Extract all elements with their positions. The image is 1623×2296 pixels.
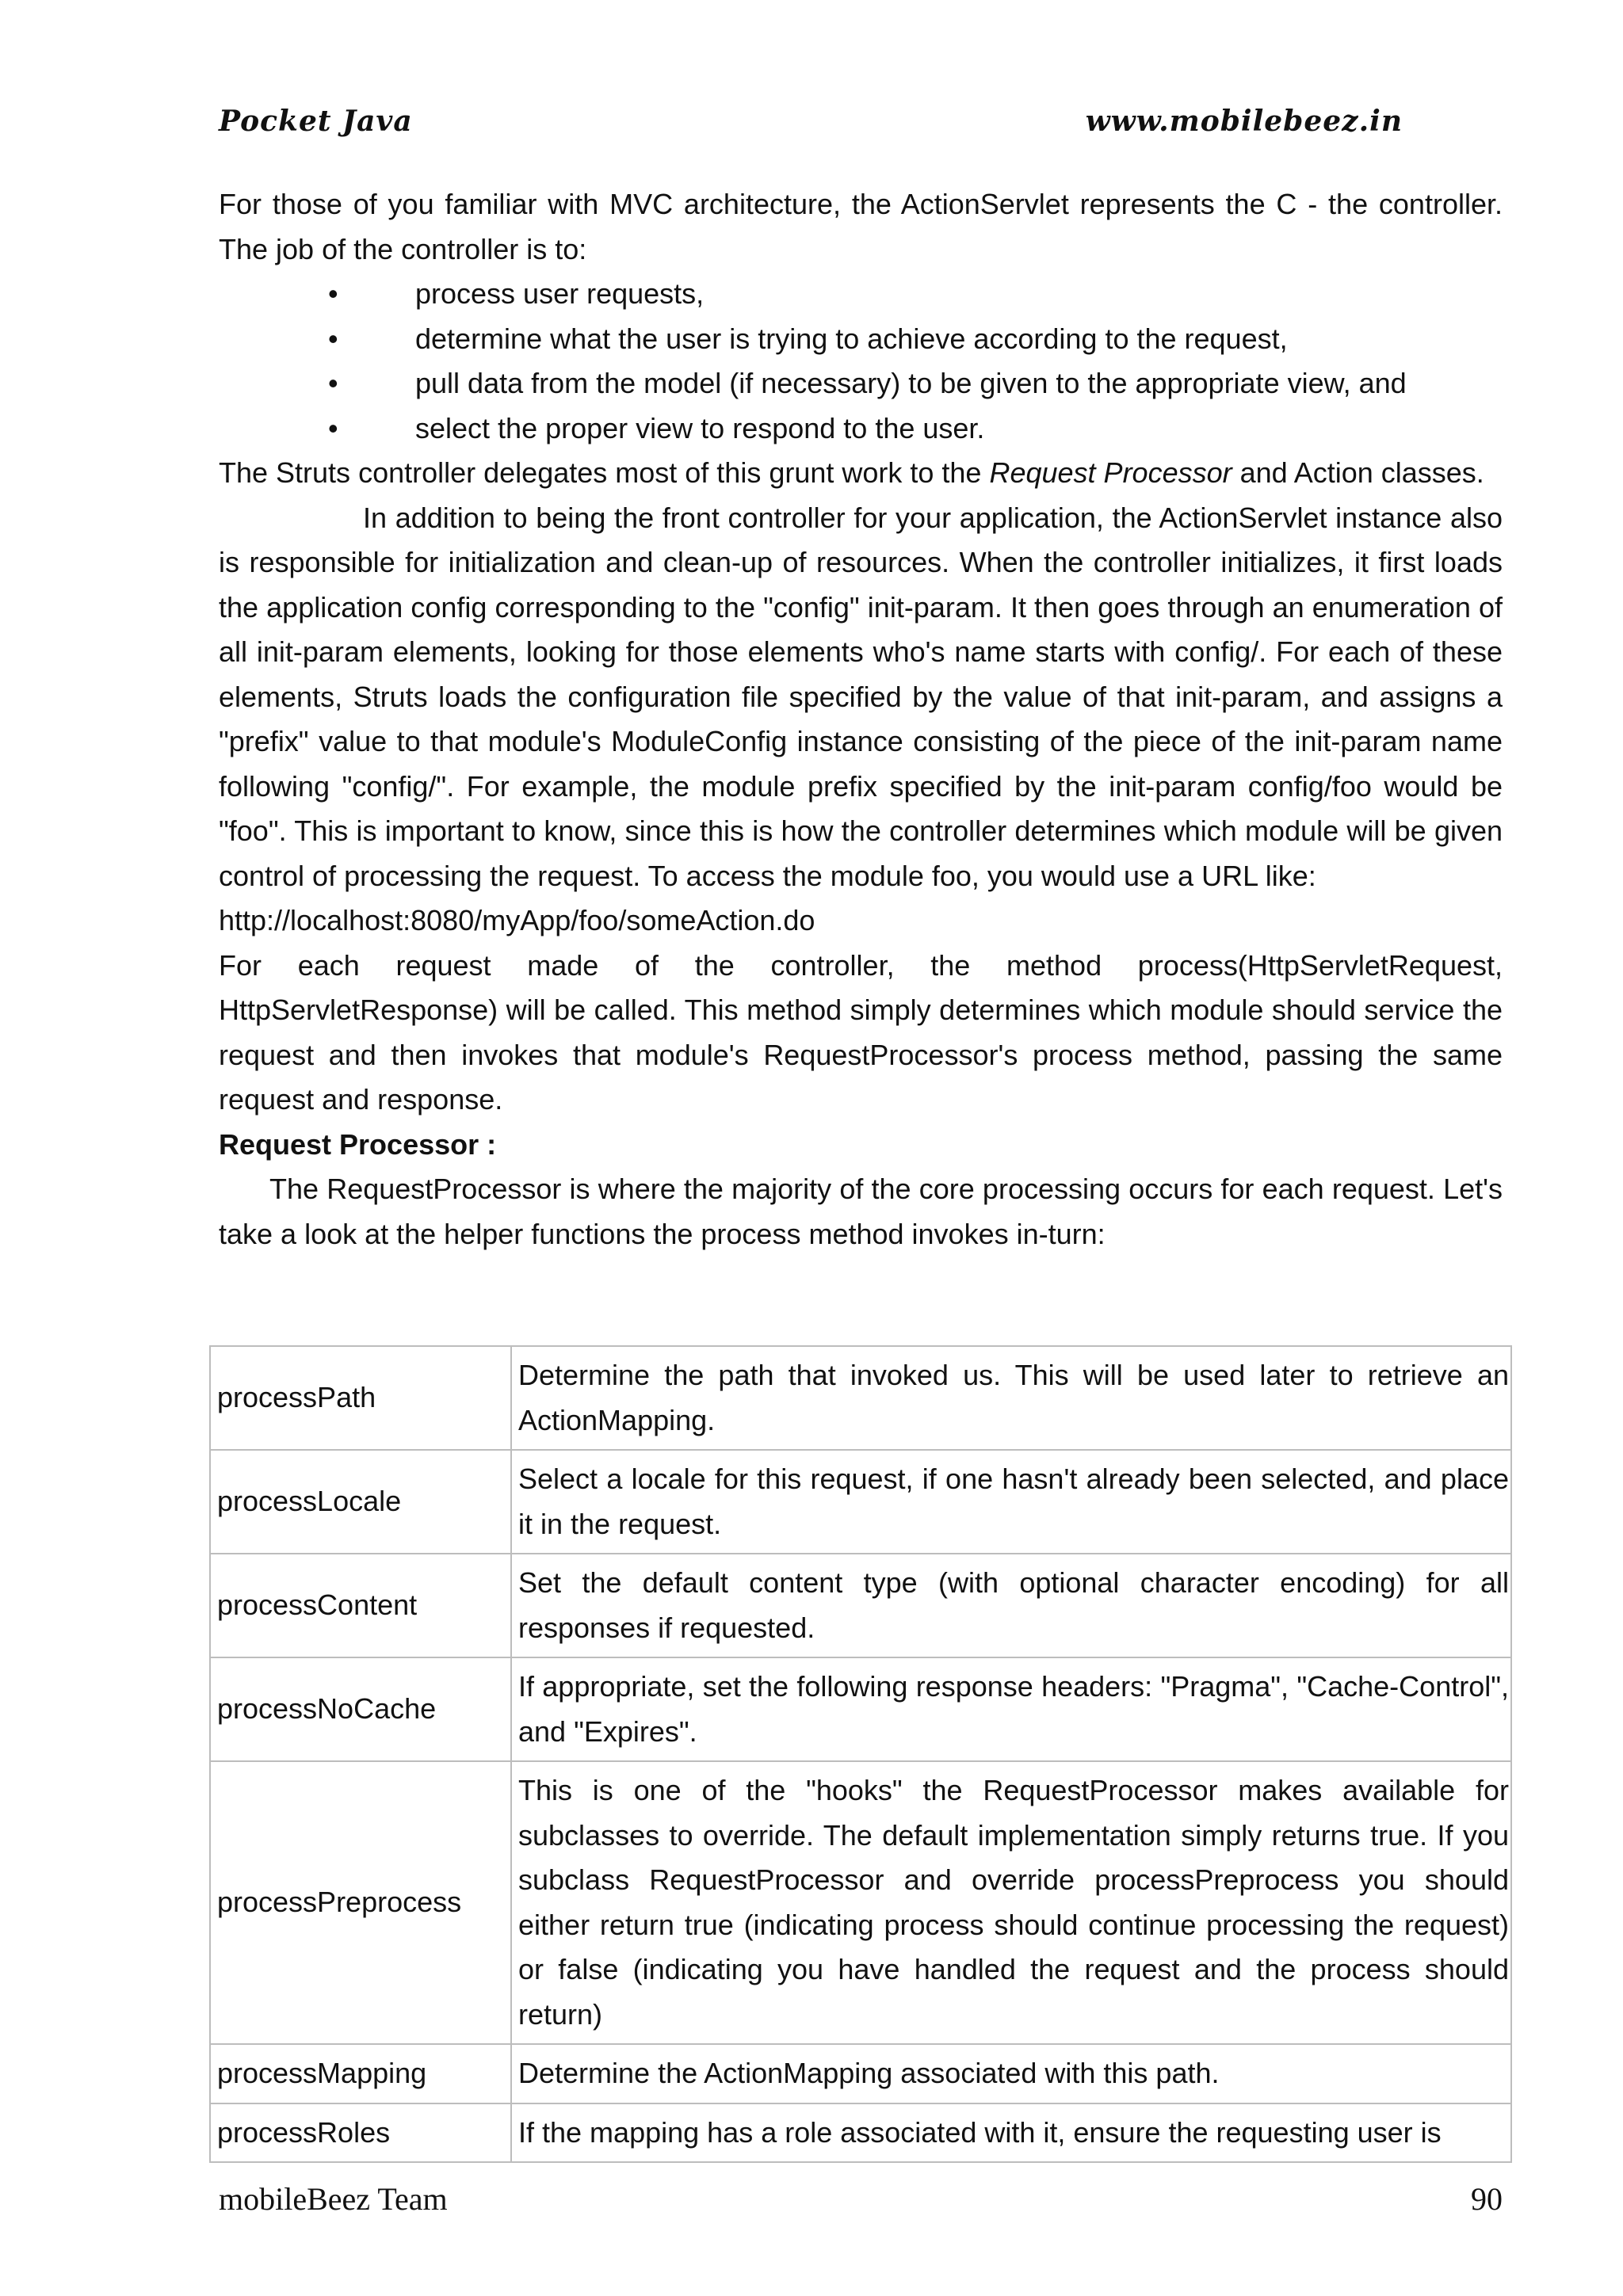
running-header-website: www.mobilebeez.in: [1085, 105, 1403, 138]
list-item: • process user requests,: [219, 272, 1503, 317]
table-row: [210, 2044, 1511, 2103]
function-description-cell: Determine the ActionMapping associated with this path.: [511, 2044, 1511, 2103]
list-item: • pull data from the model (if necessary) to be given to the appropriate view, and: [219, 361, 1503, 406]
function-description-cell: Determine the path that invoked us. This will be used later to retrieve an ActionMapping.: [511, 1346, 1511, 1450]
initialization-paragraph: In addition to being the front controller for your application, the ActionServlet instance also is responsible for initialization and clean-up of resources. When the controller initializes, it first loads the application config corresponding to the "config" init-param. It then goes through an enumeration of all init-param elements, looking for those elements who's name starts with config/. For each of these elements, Struts loads the configuration file specified by the value of that init-param, and assigns a "prefix" value to that module's ModuleConfig instance consisting of the piece of the init-param name following "config/". For example, the module prefix specified by the init-param config/foo would be "foo". This is important to know, since this is how the controller determines which module will be given control of processing the request. To access the module foo, you would use a URL like:: [219, 501, 1503, 892]
page-number: 90: [1471, 2181, 1503, 2217]
function-description-cell: If appropriate, set the following response headers: "Pragma", "Cache-Control", and "Expires".: [511, 1657, 1511, 1761]
controller-duties-list: [219, 272, 1503, 451]
function-name-cell: processNoCache: [210, 1657, 511, 1761]
function-description-cell: Select a locale for this request, if one hasn't already been selected, and place it in the request.: [511, 1450, 1511, 1554]
table-row: [210, 2103, 1511, 2163]
function-description-cell: Set the default content type (with optional character encoding) for all responses if requested.: [511, 1554, 1511, 1657]
function-name-cell: processLocale: [210, 1450, 511, 1554]
helper-functions-table: [209, 1345, 1512, 2163]
footer-team: mobileBeez Team: [219, 2181, 448, 2217]
delegation-paragraph: [219, 451, 1503, 496]
example-url: http://localhost:8080/myApp/foo/someAction.do: [219, 904, 815, 936]
function-name-cell: processRoles: [210, 2103, 511, 2163]
function-description-cell: If the mapping has a role associated with it, ensure the requesting user is: [511, 2103, 1511, 2163]
table-row: [210, 1657, 1511, 1761]
request-processor-paragraph: The RequestProcessor is where the majority of the core processing occurs for each request. Let's take a look at the helper functions the process method invokes in-turn:: [219, 1173, 1503, 1250]
function-name-cell: processMapping: [210, 2044, 511, 2103]
delegation-text-start: The Struts controller delegates most of this grunt work to the: [219, 456, 990, 489]
function-name-cell: processPreprocess: [210, 1761, 511, 2044]
table-row: [210, 1554, 1511, 1657]
table-row: [210, 1346, 1511, 1450]
running-header-title: Pocket Java: [219, 105, 413, 138]
function-name-cell: processContent: [210, 1554, 511, 1657]
list-item: • select the proper view to respond to the user.: [219, 406, 1503, 452]
function-description-cell: This is one of the "hooks" the RequestProcessor makes available for subclasses to override. The default implementation simply returns true. If you subclass RequestProcessor and override processPreprocess you should either return true (indicating process should continue processing the request) or false (indicating you have handled the request and the process should return): [511, 1761, 1511, 2044]
delegation-text-end: and Action classes.: [1232, 456, 1484, 489]
function-name-cell: processPath: [210, 1346, 511, 1450]
intro-paragraph: For those of you familiar with MVC architecture, the ActionServlet represents the C - the controller. The job of the controller is to:: [219, 188, 1503, 265]
page-body: [219, 182, 1503, 1257]
table-row: [210, 1761, 1511, 2044]
section-heading: Request Processor :: [219, 1127, 497, 1161]
request-paragraph: For each request made of the controller, the method process(HttpServletRequest, HttpServletResponse) will be called. This method simply determines which module should service the request and then invokes that module's RequestProcessor's process method, passing the same request and response.: [219, 948, 1503, 1116]
delegation-emphasis: Request Processor: [989, 456, 1232, 489]
list-item: • determine what the user is trying to achieve according to the request,: [219, 317, 1503, 362]
table-row: [210, 1450, 1511, 1554]
